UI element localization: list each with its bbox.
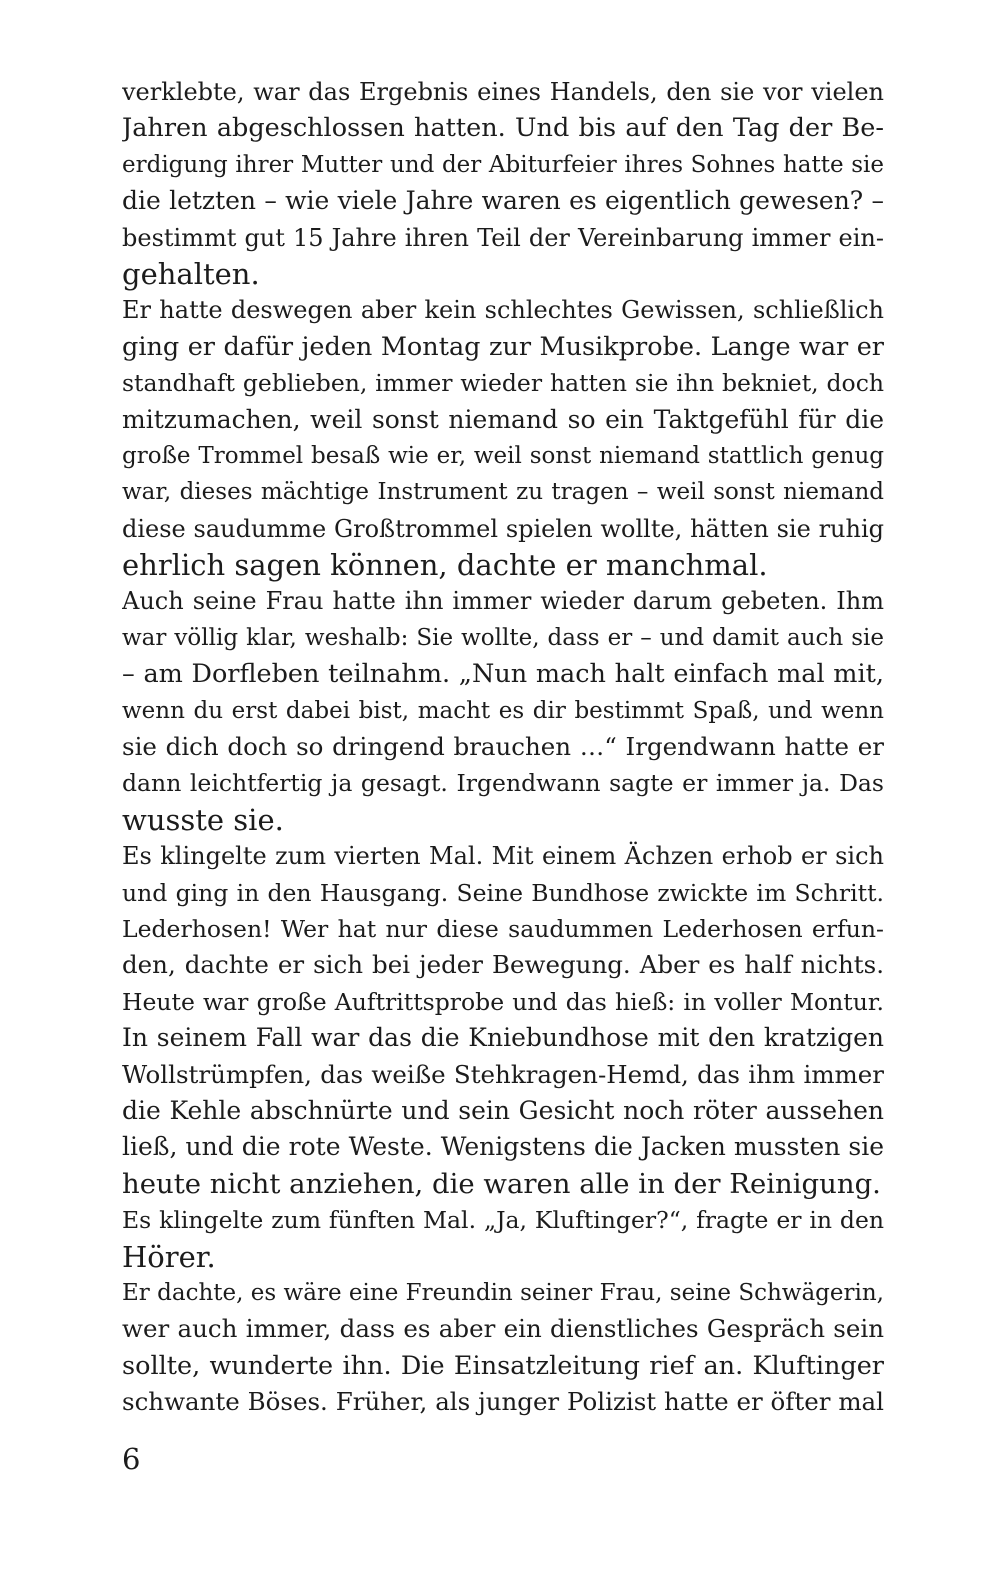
text-line: sollte, wunderte ihn. Die Einsatzleitung rief an. Kluftinger — [122, 1350, 884, 1381]
body-text — [122, 74, 884, 1420]
text-line: Es klingelte zum vierten Mal. Mit einem Ächzen erhob er sich — [122, 842, 884, 871]
paragraph — [122, 1202, 884, 1275]
text-line: gehalten. — [122, 256, 260, 291]
text-line: Hörer. — [122, 1239, 216, 1274]
paragraph — [122, 74, 884, 292]
page-number: 6 — [122, 1442, 141, 1476]
text-line: sie dich doch so dringend brauchen …“ Irgendwann hatte er — [122, 732, 884, 762]
text-line: den, dachte er sich bei jeder Bewegung. Aber es half nichts. — [122, 950, 884, 980]
text-line: ehrlich sagen können, dachte er manchmal. — [122, 548, 768, 583]
text-line: bestimmt gut 15 Jahre ihren Teil der Vereinbarung immer ein- — [122, 223, 884, 252]
text-line: standhaft geblieben, immer wieder hatten sie ihn bekniet, doch — [122, 369, 884, 398]
text-line: verklebte, war das Ergebnis eines Handels, den sie vor vielen — [122, 78, 884, 106]
text-line: war, dieses mächtige Instrument zu tragen – weil sonst niemand — [122, 479, 884, 506]
text-line: wusste sie. — [122, 802, 284, 837]
text-line: diese saudumme Großtrommel spielen wollte, hätten sie ruhig — [122, 514, 884, 543]
text-line: erdigung ihrer Mutter und der Abiturfeier ihres Sohnes hatte sie — [122, 151, 884, 178]
text-line: Lederhosen! Wer hat nur diese saudummen Lederhosen erfun- — [122, 914, 884, 943]
paragraph — [122, 838, 884, 1202]
paragraph — [122, 292, 884, 583]
text-line: heute nicht anziehen, die waren alle in der Reinigung. — [122, 1167, 881, 1200]
text-line: In seinem Fall war das die Kniebundhose mit den kratzigen — [122, 1023, 884, 1053]
text-line: Wollstrümpfen, das weiße Stehkragen-Hemd, das ihm immer — [122, 1059, 884, 1089]
text-line: die letzten – wie viele Jahre waren es eigentlich gewesen? – — [122, 186, 884, 216]
text-line: schwante Böses. Früher, als junger Polizist hatte er öfter mal — [122, 1387, 884, 1417]
text-line: wer auch immer, dass es aber ein dienstliches Gespräch sein — [122, 1314, 884, 1344]
text-line: Jahren abgeschlossen hatten. Und bis auf den Tag der Be- — [122, 113, 884, 144]
text-line: dann leichtfertig ja gesagt. Irgendwann sagte er immer ja. Das — [122, 769, 884, 798]
text-line: mitzumachen, weil sonst niemand so ein Taktgefühl für die — [122, 404, 884, 434]
text-line: und ging in den Hausgang. Seine Bundhose zwickte im Schritt. — [122, 878, 884, 907]
text-line: – am Dorfleben teilnahm. „Nun mach halt einfach mal mit, — [122, 659, 884, 690]
text-line: große Trommel besaß wie er, weil sonst niemand stattlich genug — [122, 442, 884, 469]
text-line: ging er dafür jeden Montag zur Musikprobe. Lange war er — [122, 331, 884, 362]
text-line: Er hatte deswegen aber kein schlechtes Gewissen, schließlich — [122, 296, 884, 325]
text-line: Auch seine Frau hatte ihn immer wieder darum gebeten. Ihm — [122, 587, 884, 616]
text-line: war völlig klar, weshalb: Sie wollte, dass er – und damit auch sie — [122, 624, 884, 651]
text-line: Er dachte, es wäre eine Freundin seiner Frau, seine Schwägerin, — [122, 1279, 884, 1306]
text-line: Heute war große Auftrittsprobe und das hieß: in voller Montur. — [122, 987, 884, 1016]
text-line: ließ, und die rote Weste. Wenigstens die Jacken mussten sie — [122, 1132, 884, 1162]
text-line: wenn du erst dabei bist, macht es dir bestimmt Spaß, und wenn — [122, 697, 884, 724]
text-line: Es klingelte zum fünften Mal. „Ja, Kluftinger?“, fragte er in den — [122, 1206, 884, 1235]
paragraph — [122, 583, 884, 838]
text-line: die Kehle abschnürte und sein Gesicht noch röter aussehen — [122, 1095, 884, 1125]
paragraph — [122, 1275, 884, 1421]
